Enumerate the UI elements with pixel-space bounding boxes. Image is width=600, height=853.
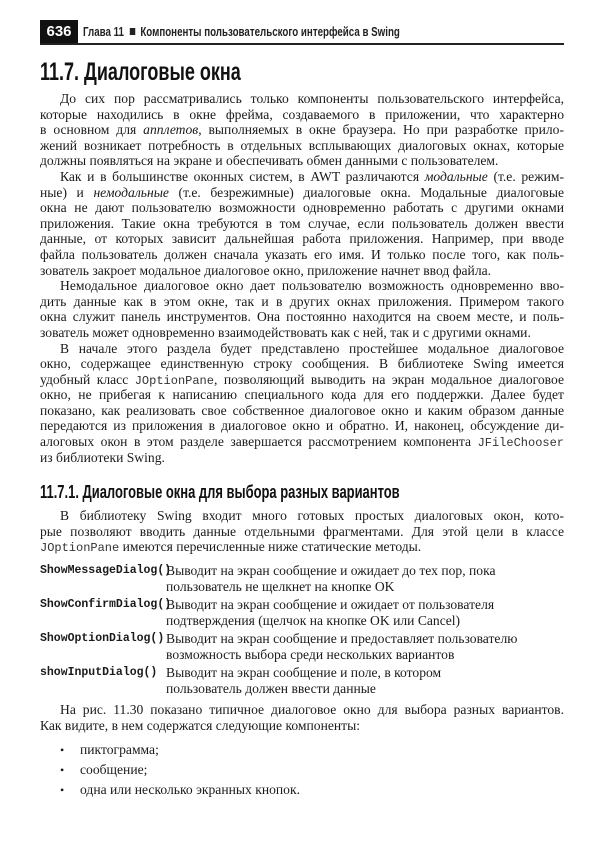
header-rule bbox=[40, 43, 564, 45]
text-segment: На рис. 11.30 показано типичное диалоговое окно для выбора разных вариантов. bbox=[60, 702, 564, 717]
text-segment: зователь закроет модальное диалоговое окно, приложение начнет ввод файла. bbox=[40, 262, 492, 278]
method-name: ShowConfirmDialog() bbox=[40, 598, 172, 611]
methods-list bbox=[40, 563, 564, 699]
paragraph bbox=[40, 169, 564, 278]
text-line bbox=[40, 418, 564, 434]
text-line bbox=[40, 403, 564, 419]
list-item bbox=[60, 740, 300, 760]
text-segment: Немодальное диалоговое окно дает пользователю возможность одновременно вво- bbox=[60, 278, 564, 294]
text-line bbox=[40, 524, 564, 540]
text-segment: окно, не прибегая к написанию специального кода для его поддержки. Далее будет bbox=[40, 387, 564, 403]
bullet-icon: • bbox=[60, 763, 65, 777]
text-segment: в основном для bbox=[40, 122, 144, 138]
text-segment: передаются из приложения в диалоговое окно и обратно. И, наконец, обсуждение ди- bbox=[40, 418, 564, 434]
text-line bbox=[40, 200, 564, 216]
text-segment: , позволяющий выводить на экран модальное диалоговое bbox=[213, 371, 564, 387]
method-row bbox=[40, 563, 564, 595]
text-line bbox=[40, 294, 564, 310]
code-text: JOptionPane bbox=[40, 541, 120, 556]
text-line bbox=[40, 185, 564, 201]
italic-term: немодальные bbox=[93, 184, 169, 200]
text-segment: должны появляться на экране и обеспечивать обмен данными с пользователем. bbox=[40, 153, 499, 169]
method-row bbox=[40, 597, 564, 629]
method-row bbox=[40, 631, 564, 663]
intro-text bbox=[40, 91, 564, 465]
subsection-title: 11.7.1. Диалоговые окна для выбора разных вариантов bbox=[40, 482, 400, 502]
description-line: Выводит на экран сообщение и поле, в котором bbox=[166, 665, 442, 680]
text-segment: окна не дают пользователю возможности одновременно работать с другими окнами bbox=[40, 200, 564, 216]
text-segment: окна служит панель инструментов. Она постоянно находится на своем месте, и поль- bbox=[40, 309, 564, 325]
text-segment: данные, от которых зависит дальнейшая работа приложения. Например, при вводе bbox=[40, 231, 564, 247]
text-line bbox=[40, 216, 564, 232]
text-line bbox=[40, 278, 564, 294]
list-item-text: пиктограмма; bbox=[80, 742, 159, 757]
list-item bbox=[60, 760, 300, 780]
text-line bbox=[40, 169, 564, 185]
code-text: JFileChooser bbox=[477, 436, 564, 451]
text-line bbox=[40, 718, 564, 734]
text-segment: показано, как реализовать свое собственное диалоговое окно и каким образом данные bbox=[40, 402, 564, 418]
text-line bbox=[40, 107, 564, 123]
text-line bbox=[40, 325, 564, 341]
chapter-label: Глава 11 bbox=[83, 25, 124, 39]
text-segment: алоговых окон в этом разделе завершается рассмотрением компонента bbox=[40, 434, 478, 450]
text-segment: (т.е. режим- bbox=[487, 168, 564, 184]
running-header bbox=[83, 22, 400, 42]
closing-paragraph bbox=[40, 702, 564, 733]
text-segment: ные) и bbox=[40, 184, 94, 200]
text-segment: (т.е. безрежимные) диалоговые окна. Модальные диалоговые bbox=[168, 184, 564, 200]
square-separator-icon bbox=[129, 28, 134, 35]
code-text: JOptionPane bbox=[134, 373, 214, 388]
text-segment: жений возникает потребность в отдельных всплывающих диалоговых окнах, которые bbox=[40, 137, 564, 153]
paragraph bbox=[40, 278, 564, 340]
paragraph bbox=[40, 91, 564, 169]
text-segment: Как и в большинстве оконных систем, в AWT различаются bbox=[60, 168, 425, 184]
method-description bbox=[166, 665, 564, 697]
description-line: Выводит на экран сообщение и ожидает от пользователя bbox=[166, 597, 495, 612]
text-segment: рые позволяют вводить данные отдельными фрагментами. Для этой цели в классе bbox=[40, 523, 564, 539]
italic-term: модальные bbox=[424, 168, 488, 184]
page-number: 636 bbox=[40, 20, 78, 43]
text-line bbox=[40, 138, 564, 154]
subsection-paragraph bbox=[40, 508, 564, 555]
list-item-text: одна или несколько экранных кнопок. bbox=[80, 782, 300, 797]
text-segment: удобный класс bbox=[40, 371, 135, 387]
text-line bbox=[40, 153, 564, 169]
text-line bbox=[40, 247, 564, 263]
text-line bbox=[40, 434, 564, 450]
description-line: возможность выбора среди нескольких вариантов bbox=[166, 647, 455, 662]
bullet-icon: • bbox=[60, 743, 65, 757]
method-description bbox=[166, 631, 564, 663]
text-segment: , выполняемых в окне браузера. Но при разработке прило- bbox=[198, 122, 564, 138]
method-row bbox=[40, 665, 564, 697]
text-segment: приложения. Такие окна требуются в том случае, если пользователь должен ввести bbox=[40, 215, 564, 231]
text-line bbox=[40, 702, 564, 718]
method-name: ShowOptionDialog() bbox=[40, 632, 165, 645]
text-segment: которые находились в окне фрейма, создаваемого в приложении, что характерно bbox=[40, 106, 564, 122]
description-line: пользователь должен ввести данные bbox=[166, 681, 376, 696]
paragraph bbox=[40, 341, 564, 466]
method-description bbox=[166, 563, 564, 595]
section-title: 11.7. Диалоговые окна bbox=[40, 58, 241, 86]
text-line bbox=[40, 508, 564, 524]
text-line bbox=[40, 231, 564, 247]
description-line: Выводит на экран сообщение и ожидает до тех пор, пока bbox=[166, 563, 496, 578]
text-segment: окно, содержащее единственную строку сообщения. В библиотеке Swing имеется bbox=[40, 356, 564, 372]
text-line bbox=[40, 309, 564, 325]
text-line bbox=[40, 122, 564, 138]
italic-term: апплетов bbox=[143, 122, 199, 138]
text-line bbox=[40, 91, 564, 107]
list-item bbox=[60, 780, 300, 800]
text-segment: дить данные как в этом окне, так и в других окнах приложения. Примером такого bbox=[40, 293, 564, 309]
text-segment: файла пользователь должен сначала указать его имя. И только после того, как поль- bbox=[40, 246, 564, 262]
method-description bbox=[166, 597, 564, 629]
text-line bbox=[40, 356, 564, 372]
text-line bbox=[40, 372, 564, 388]
text-segment: В начале этого раздела будет представлено простейшее модальное диалоговое bbox=[60, 340, 564, 356]
bullet-icon: • bbox=[60, 783, 65, 797]
text-line bbox=[40, 539, 564, 555]
text-segment: имеются перечисленные ниже статические методы. bbox=[119, 539, 422, 555]
text-line bbox=[40, 263, 564, 279]
list-item-text: сообщение; bbox=[80, 762, 148, 777]
method-name: showInputDialog() bbox=[40, 666, 158, 679]
text-segment: из библиотеки Swing. bbox=[40, 449, 165, 465]
text-line bbox=[40, 450, 564, 466]
description-line: пользователь не щелкнет на кнопке OK bbox=[166, 579, 395, 594]
chapter-title: Компоненты пользовательского интерфейса в Swing bbox=[140, 25, 400, 39]
description-line: подтверждения (щелчок на кнопке OK или Cancel) bbox=[166, 613, 461, 628]
text-segment: В библиотеку Swing входит много готовых простых диалоговых окон, кото- bbox=[60, 508, 564, 523]
text-segment: Как видите, в нем содержатся следующие компоненты: bbox=[40, 717, 361, 733]
text-segment: До сих пор рассматривались только компоненты пользовательского интерфейса, bbox=[60, 91, 564, 106]
text-line bbox=[40, 341, 564, 357]
method-name: ShowMessageDialog() bbox=[40, 564, 172, 577]
component-list bbox=[60, 740, 300, 800]
text-segment: зователь может одновременно взаимодействовать как с ней, так и с другими окнами. bbox=[40, 324, 531, 340]
text-line bbox=[40, 387, 564, 403]
description-line: Выводит на экран сообщение и предоставляет пользователю bbox=[166, 631, 518, 646]
